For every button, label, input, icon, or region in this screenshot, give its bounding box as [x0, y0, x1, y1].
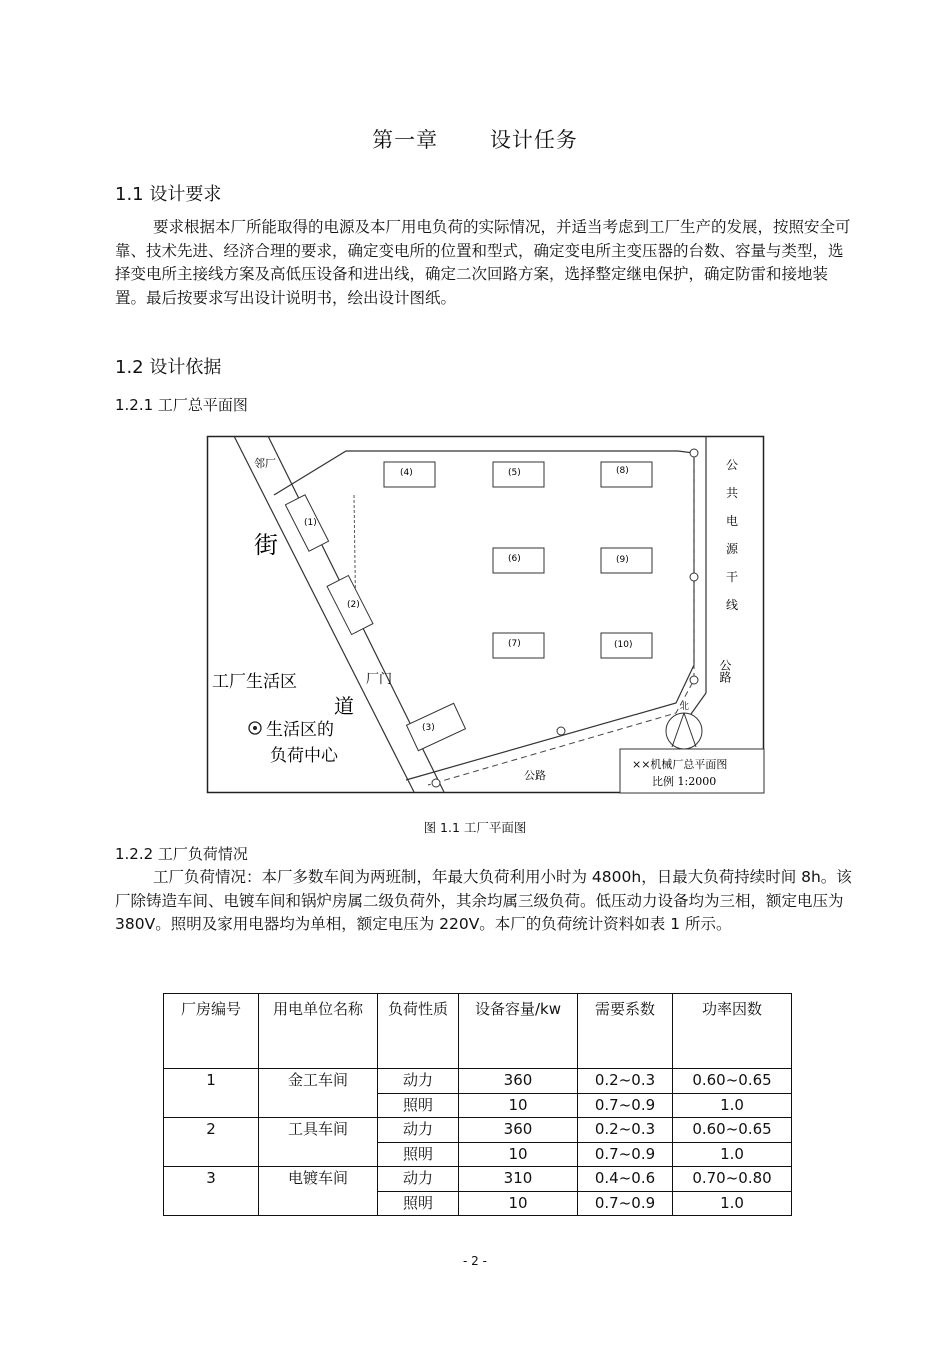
power-line-char: 源 — [726, 542, 739, 556]
building-label: (4) — [400, 468, 413, 478]
power-line-char: 公 — [726, 458, 739, 472]
title-block-line1: ××机械厂总平面图 — [632, 758, 728, 771]
header-cell: 功率因数 — [673, 994, 792, 1069]
power-factor: 1.0 — [673, 1093, 792, 1118]
building-label: (3) — [422, 723, 435, 733]
workshop-number: 2 — [164, 1118, 259, 1167]
building-label: (7) — [508, 639, 521, 649]
load-statistics-table — [163, 993, 792, 1216]
north-arrow-icon — [666, 713, 702, 749]
header-cell: 设备容量/kw — [459, 994, 578, 1069]
road-right-label: 公路 — [718, 659, 732, 683]
section-heading-1-1: 1.1 设计要求 — [115, 184, 222, 205]
power-factor: 0.60~0.65 — [673, 1118, 792, 1143]
table-header-row — [164, 994, 792, 1069]
load-type: 照明 — [378, 1093, 459, 1118]
table-row — [164, 1167, 792, 1192]
building-6 — [493, 548, 544, 573]
table-row — [164, 1118, 792, 1143]
workshop-number: 1 — [164, 1069, 259, 1118]
demand-factor: 0.7~0.9 — [578, 1191, 673, 1216]
road-bottom-label: 公路 — [524, 769, 546, 782]
load-type: 动力 — [378, 1167, 459, 1192]
load-center-label-line1: 生活区的 — [266, 720, 334, 740]
street-label-2: 道 — [334, 694, 354, 718]
section-heading-1-2: 1.2 设计依据 — [115, 357, 222, 378]
load-type: 照明 — [378, 1191, 459, 1216]
pole-marker — [432, 779, 440, 787]
demand-factor: 0.7~0.9 — [578, 1142, 673, 1167]
capacity: 360 — [459, 1118, 578, 1143]
capacity: 310 — [459, 1167, 578, 1192]
load-situation-paragraph: 工厂负荷情况：本厂多数车间为两班制，年最大负荷利用小时为 4800h，日最大负荷持续时间 8h。该厂除铸造车间、电镀车间和锅炉房属二级负荷外，其余均属三级负荷。低压动力设备均为三相，额定电压为 380V。照明及家用电器均为单相，额定电压为 220V。本厂的负荷统计资料如表 1 所示。 — [115, 868, 852, 934]
building-label: (9) — [616, 555, 629, 565]
building-label: (1) — [304, 518, 317, 528]
title-block-line2: 比例 1:2000 — [652, 775, 717, 788]
chapter-title: 第一章 设计任务 — [372, 128, 578, 152]
workshop-number: 3 — [164, 1167, 259, 1216]
workshop-name: 金工车间 — [259, 1069, 378, 1118]
demand-factor: 0.7~0.9 — [578, 1093, 673, 1118]
building-4 — [384, 462, 435, 487]
building-9 — [601, 548, 652, 573]
capacity: 360 — [459, 1069, 578, 1094]
street-label-1: 街 — [254, 531, 278, 559]
power-line-char: 共 — [726, 486, 739, 500]
power-line-char: 电 — [726, 514, 739, 528]
capacity: 10 — [459, 1093, 578, 1118]
power-factor: 1.0 — [673, 1142, 792, 1167]
power-line-char: 线 — [726, 598, 739, 612]
pole-marker — [557, 727, 565, 735]
power-factor: 0.70~0.80 — [673, 1167, 792, 1192]
load-type: 动力 — [378, 1118, 459, 1143]
building-label: (8) — [616, 466, 629, 476]
subsection-heading-1-2-2: 1.2.2 工厂负荷情况 — [115, 845, 248, 863]
header-cell: 厂房编号 — [164, 994, 259, 1069]
building-10 — [601, 633, 652, 658]
pole-marker — [690, 449, 698, 457]
neighbor-factory-label: 邻厂 — [254, 457, 276, 470]
table-row — [164, 1069, 792, 1094]
building-7 — [493, 633, 544, 658]
building-label: (10) — [614, 640, 633, 650]
factory-plan-figure — [206, 435, 766, 795]
living-area-label: 工厂生活区 — [212, 672, 297, 692]
pole-marker — [690, 676, 698, 684]
building-label: (5) — [508, 468, 521, 478]
building-5 — [493, 462, 544, 487]
header-cell: 用电单位名称 — [259, 994, 378, 1069]
capacity: 10 — [459, 1191, 578, 1216]
north-label: 北 — [680, 702, 690, 712]
demand-factor: 0.2~0.3 — [578, 1118, 673, 1143]
capacity: 10 — [459, 1142, 578, 1167]
subsection-heading-1-2-1: 1.2.1 工厂总平面图 — [115, 396, 248, 414]
building-label: (2) — [347, 600, 360, 610]
load-type: 照明 — [378, 1142, 459, 1167]
power-factor: 0.60~0.65 — [673, 1069, 792, 1094]
power-line-char: 干 — [726, 570, 739, 584]
header-cell: 负荷性质 — [378, 994, 459, 1069]
pole-marker — [690, 573, 698, 581]
figure-caption: 图 1.1 工厂平面图 — [423, 820, 527, 835]
workshop-name: 电镀车间 — [259, 1167, 378, 1216]
page-number: - 2 - — [463, 1254, 487, 1268]
load-center-label-line2: 负荷中心 — [270, 746, 338, 766]
gate-label: 厂门 — [366, 672, 393, 687]
power-factor: 1.0 — [673, 1191, 792, 1216]
load-center-dot — [253, 726, 257, 730]
design-requirement-paragraph: 要求根据本厂所能取得的电源及本厂用电负荷的实际情况，并适当考虑到工厂生产的发展，按照安全可靠、技术先进、经济合理的要求，确定变电所的位置和型式，确定变电所主变压器的台数、容量与类型，选择变电所主接线方案及高低压设备和进出线，确定二次回路方案，选择整定继电保护，确定防雷和接地装置。最后按要求写出设计说明书，绘出设计图纸。 — [115, 218, 851, 307]
building-8 — [601, 462, 652, 487]
workshop-name: 工具车间 — [259, 1118, 378, 1167]
load-type: 动力 — [378, 1069, 459, 1094]
demand-factor: 0.4~0.6 — [578, 1167, 673, 1192]
building-label: (6) — [508, 554, 521, 564]
demand-factor: 0.2~0.3 — [578, 1069, 673, 1094]
header-cell: 需要系数 — [578, 994, 673, 1069]
